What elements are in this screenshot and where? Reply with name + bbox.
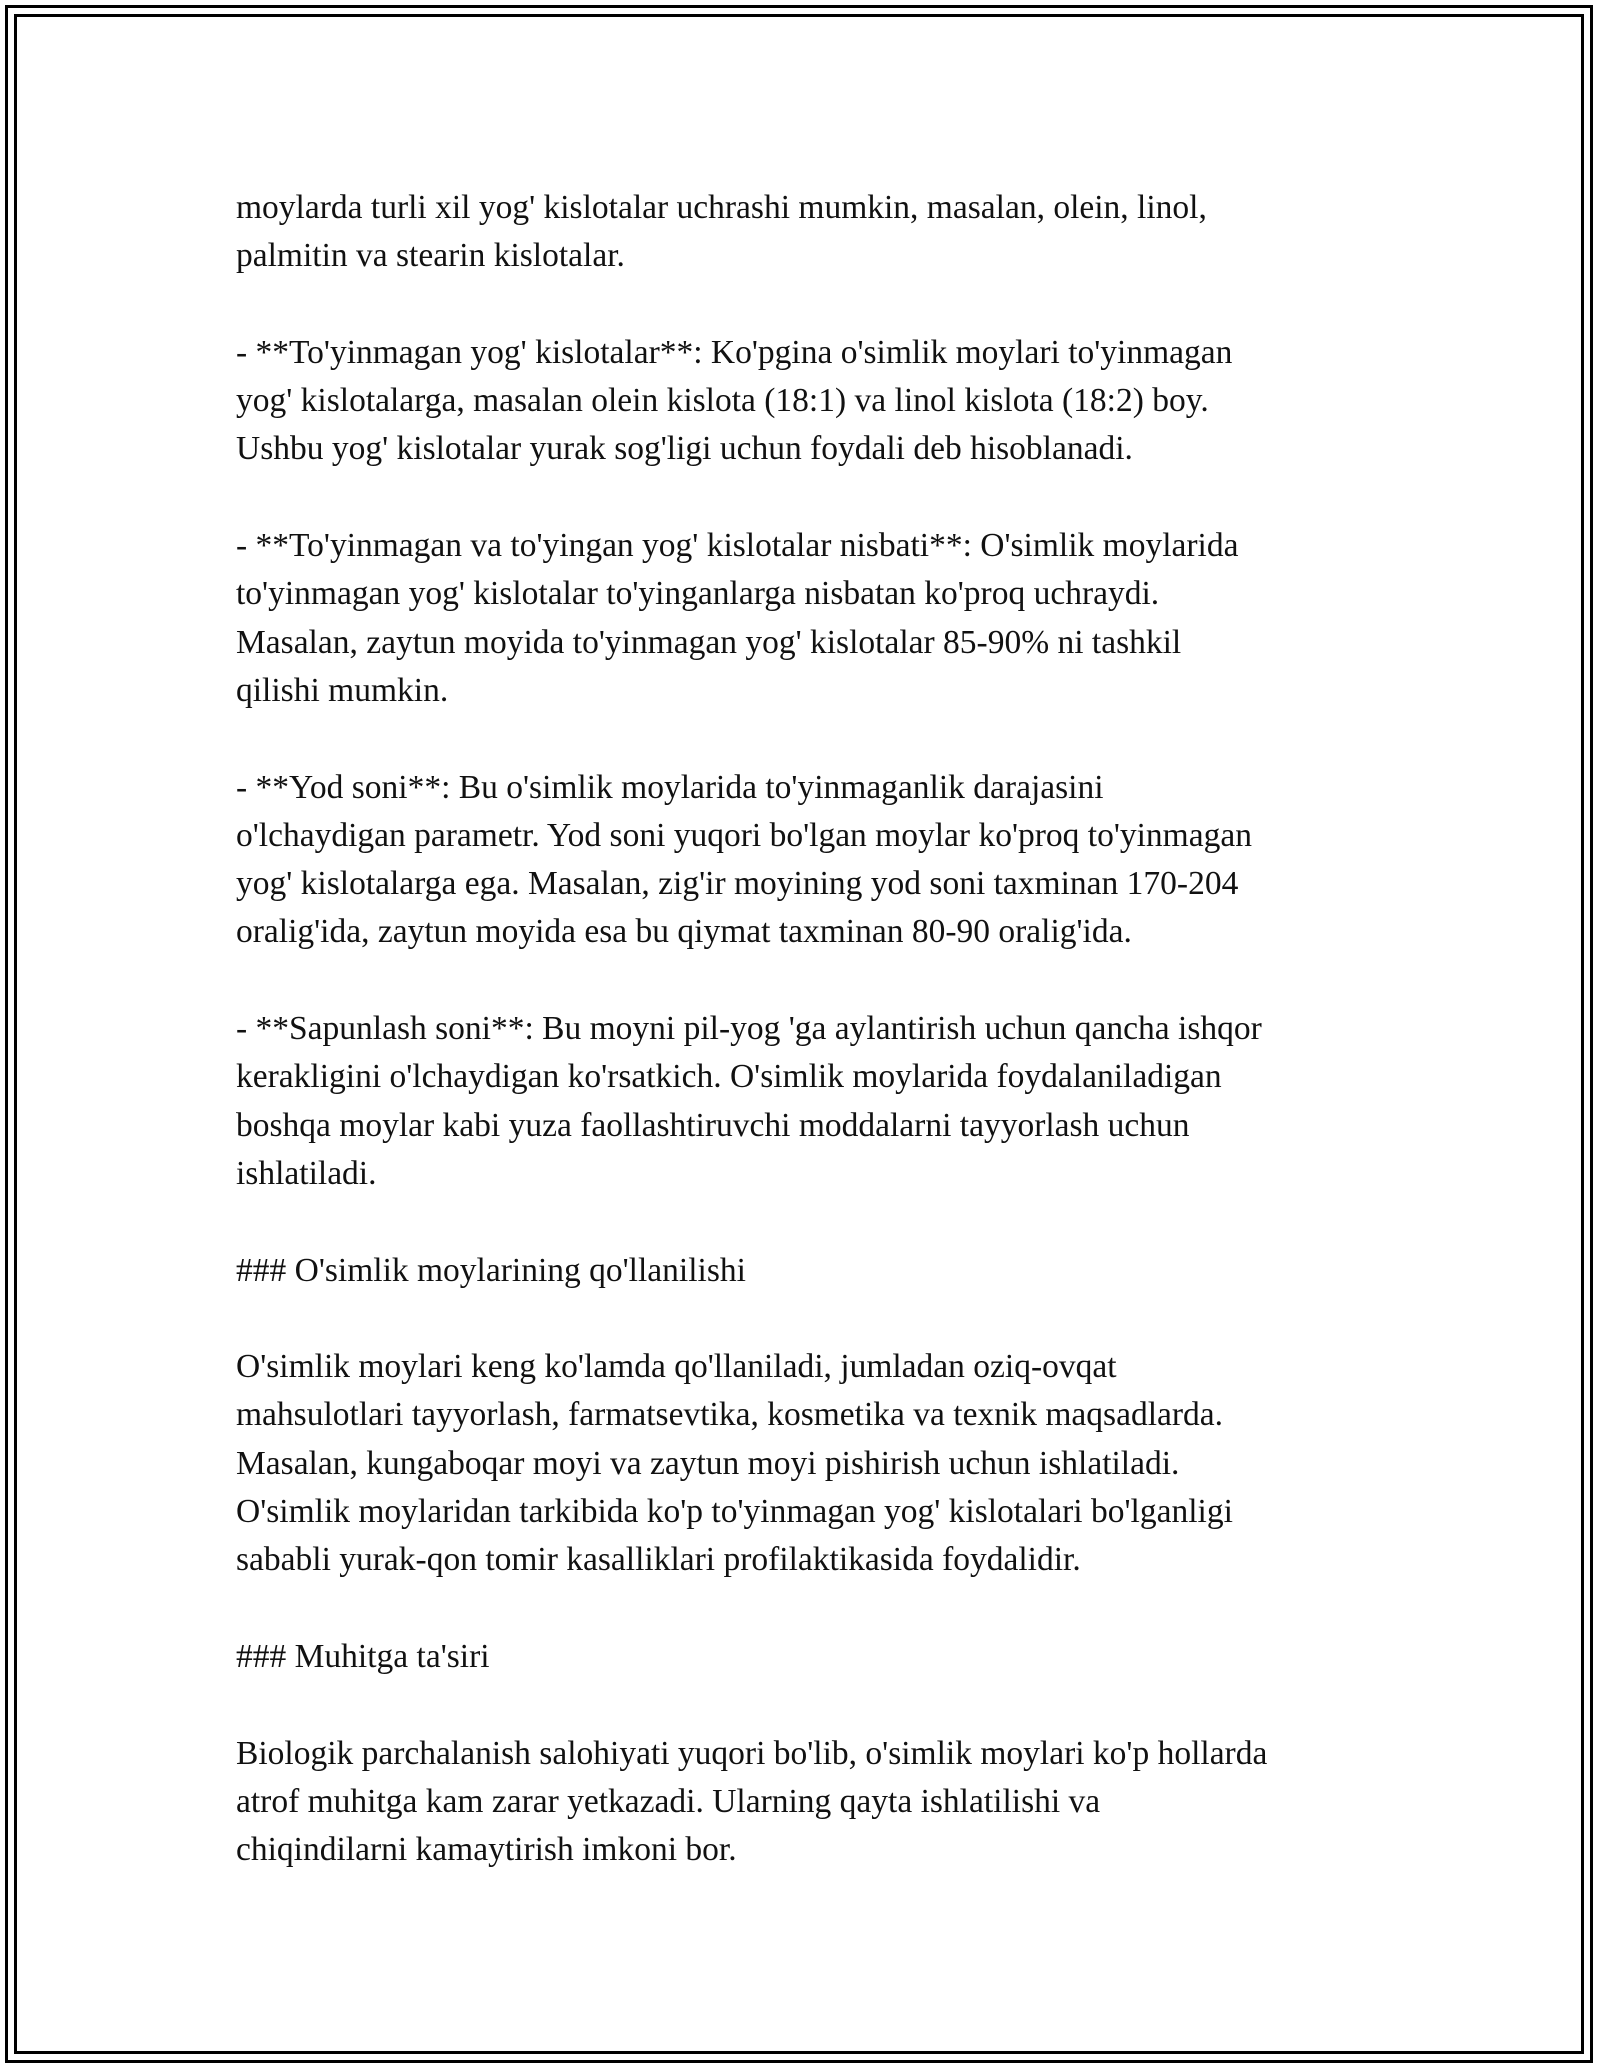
paragraph-unsaturated-fatty-acids: - **To'yinmagan yog' kislotalar**: Ko'pgina o'simlik moylari to'yinmagan yog' kislotalarga, masalan olein kislota (18:1) va linol kislota (18:2) boy. Ushbu yog' kislotalar yurak sog'ligi uchun foydali deb hisoblanadi. (236, 333, 1233, 468)
document-body (236, 184, 1376, 1874)
paragraph-fatty-acid-ratio: - **To'yinmagan va to'yingan yog' kislotalar nisbati**: O'simlik moylarida to'yinmagan yog' kislotalar to'yinganlarga nisbatan ko'proq uchraydi. Masalan, zaytun moyida to'yinmagan yog' kislotalar 85-90% ni tashkil qilishi mumkin. (236, 527, 1239, 709)
paragraph-saponification-value: - **Sapunlash soni**: Bu moyni pil-yog 'ga aylantirish uchun qancha ishqor kerakligini o'lchaydigan ko'rsatkich. O'simlik moylarida foydalaniladigan boshqa moylar kabi yuza faollashtiruvchi moddalarni tayyorlash uchun ishlatiladi. (236, 1010, 1262, 1192)
heading-environmental-impact: ### Muhitga ta'siri (236, 1637, 490, 1675)
heading-applications: ### O'simlik moylarining qo'llanilishi (236, 1251, 746, 1289)
paragraph-applications: O'simlik moylari keng ko'lamda qo'llaniladi, jumladan oziq-ovqat mahsulotlari tayyorlash, farmatsevtika, kosmetika va texnik maqsadlarda. Masalan, kungaboqar moyi va zaytun moyi pishirish uchun ishlatiladi. O'simlik moylaridan tarkibida ko'p to'yinmagan yog' kislotalari bo'lganligi sababli yurak-qon tomir kasalliklari profilaktikasida foydalidir. (236, 1348, 1233, 1579)
paragraph-environmental-impact: Biologik parchalanish salohiyati yuqori bo'lib, o'simlik moylari ko'p hollarda atrof muhitga kam zarar yetkazadi. Ularning qayta ishlatilishi va chiqindilarni kamaytirish imkoni bor. (236, 1734, 1268, 1869)
paragraph-fatty-acids-intro: moylarda turli xil yog' kislotalar uchrashi mumkin, masalan, olein, linol, palmitin va stearin kislotalar. (236, 189, 1207, 275)
paragraph-iodine-value: - **Yod soni**: Bu o'simlik moylarida to'yinmaganlik darajasini o'lchaydigan parametr. Yod soni yuqori bo'lgan moylar ko'proq to'yinmagan yog' kislotalarga ega. Masalan, zig'ir moyining yod soni taxminan 170-204 oralig'ida, zaytun moyida esa bu qiymat taxminan 80-90 oralig'ida. (236, 768, 1252, 951)
